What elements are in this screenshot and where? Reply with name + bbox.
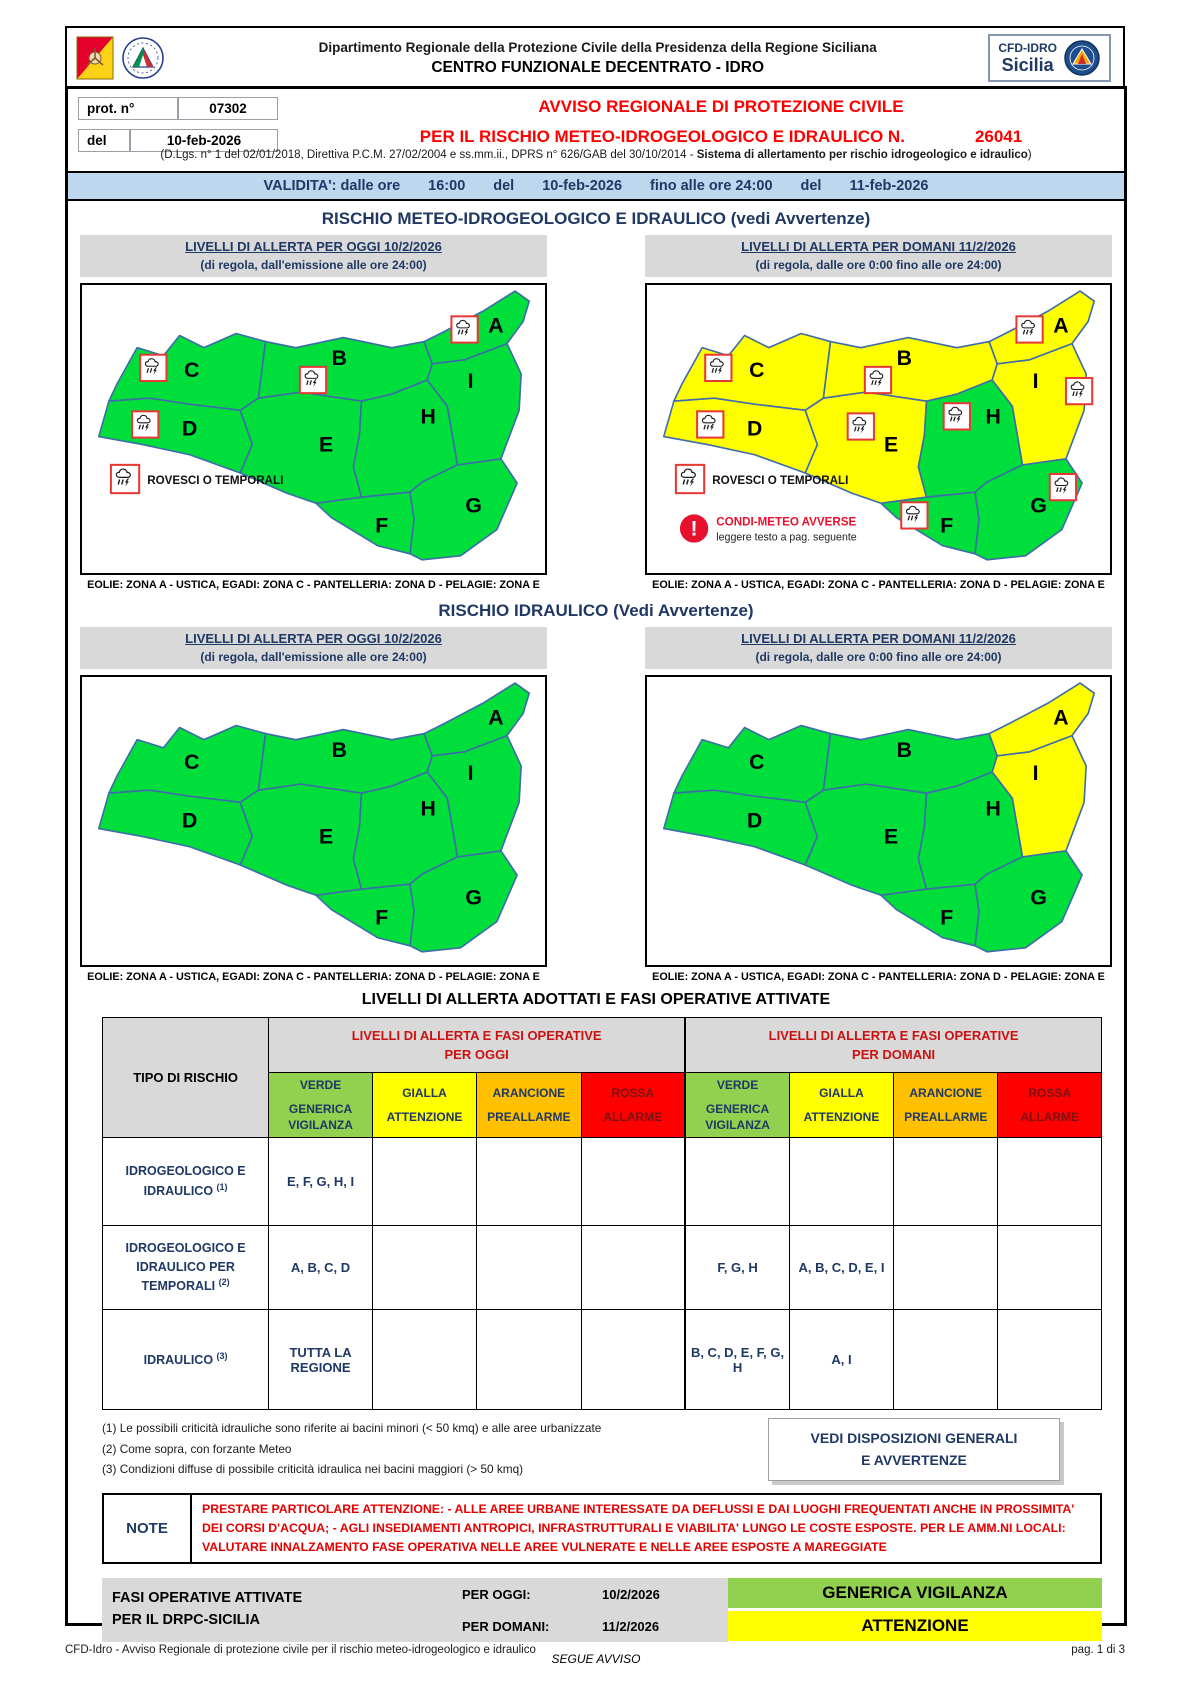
zone-C-label: C — [184, 358, 200, 382]
level-header-verde: VERDE GENERICA VIGILANZA — [269, 1073, 373, 1138]
zone-D-region — [664, 398, 818, 473]
prot-label: prot. n° — [78, 97, 178, 120]
alert-cell-tomorrow-gialla: A, B, C, D, E, I — [789, 1226, 893, 1310]
segue-avviso: SEGUE AVVISO — [551, 1651, 641, 1666]
alert-cell-tomorrow-gialla: A, I — [789, 1310, 893, 1410]
storm-icon — [451, 316, 477, 342]
zone-I-label: I — [467, 762, 474, 786]
validity-segment: 10-feb-2026 — [542, 178, 623, 194]
level-header-arancione: ARANCIONE PREALLARME — [477, 1073, 581, 1138]
alert-cell-today-arancione — [477, 1310, 581, 1410]
footnote: (3) Condizioni diffuse di possibile criticità idraulica nei bacini maggiori (> 50 kmq) — [102, 1462, 524, 1477]
department-line: Dipartimento Regionale della Protezione Civile della Presidenza della Regione Siciliana — [318, 39, 877, 55]
storm-icon — [132, 411, 158, 437]
meteo-today-title: LIVELLI DI ALLERTA PER OGGI 10/2/2026 — [185, 239, 442, 254]
footnotes — [102, 1418, 768, 1480]
zone-B-label: B — [331, 346, 347, 370]
phases-tomorrow-label: PER DOMANI: — [462, 1618, 550, 1634]
zone-D-label: D — [182, 417, 198, 441]
alert-cell-today-gialla — [372, 1310, 476, 1410]
level-header-gialla: GIALLA ATTENZIONE — [789, 1073, 893, 1138]
zone-F-label: F — [375, 906, 389, 930]
alert-cell-today-verde: E, F, G, H, I — [269, 1138, 373, 1226]
phase-today-badge: GENERICA VIGILANZA — [728, 1578, 1102, 1608]
section-title-meteo: RISCHIO METEO-IDROGEOLOGICO E IDRAULICO (vedi Avvertenze) — [321, 209, 871, 228]
zone-G-label: G — [1030, 886, 1047, 910]
idraulico-tomorrow-subtitle: (di regola, dalle ore 0:00 fino alle ore 24:00) — [755, 650, 1002, 664]
idraulico-today-panel — [80, 627, 547, 985]
zone-I-label: I — [467, 370, 474, 394]
storm-icon — [848, 413, 874, 439]
zone-A-label: A — [1053, 314, 1069, 338]
cfd-idro-logo — [988, 34, 1111, 82]
sicily-flag-icon — [77, 37, 113, 79]
validity-segment: 16:00 — [428, 178, 466, 194]
zone-E-label: E — [319, 433, 334, 457]
idraulico-tomorrow-panel — [645, 627, 1112, 985]
phases-today-label: PER OGGI: — [462, 1586, 531, 1602]
risk-row-label: IDROGEOLOGICO E IDRAULICO $^{(1)}$ — [103, 1138, 269, 1226]
cfd-sicilia-label: Sicilia — [1001, 55, 1054, 75]
alert-cell-tomorrow-rossa — [998, 1138, 1102, 1226]
page-footer — [65, 1644, 1125, 1656]
map-idraulico-today — [80, 675, 547, 967]
zone-D-region — [664, 790, 818, 865]
meteo-today-header — [80, 235, 547, 277]
validity-bar — [68, 171, 1124, 201]
validity-segment: del — [800, 178, 822, 194]
footnote: (2) Come sopra, con forzante Meteo — [102, 1441, 292, 1456]
document-title-text: PER IL RISCHIO METEO-IDROGEOLOGICO E IDRAULICO N. — [419, 127, 905, 146]
levels-group-header: LIVELLI DI ALLERTA E FASI OPERATIVE PER OGGI — [269, 1018, 685, 1073]
idraulico-maps-row — [68, 627, 1124, 985]
alert-cell-today-arancione — [477, 1138, 581, 1226]
footnotes-row — [68, 1410, 1124, 1481]
header-titles — [207, 40, 988, 77]
zone-E-label: E — [884, 433, 899, 457]
level-header-arancione: ARANCIONE PREALLARME — [894, 1073, 998, 1138]
phases-tomorrow-date: 11/2/2026 — [602, 1618, 660, 1634]
level-header-rossa: ROSSA ALLARME — [581, 1073, 685, 1138]
zone-A-region — [424, 683, 529, 756]
zone-E-label: E — [884, 825, 899, 849]
zone-D-label: D — [182, 809, 198, 833]
alert-table-today — [102, 1017, 685, 1410]
storm-icon — [865, 367, 891, 393]
alert-cell-tomorrow-arancione — [894, 1226, 998, 1310]
zone-G-label: G — [465, 494, 482, 518]
del-value: 10-feb-2026 — [130, 129, 278, 152]
meteo-tomorrow-title: LIVELLI DI ALLERTA PER DOMANI 11/2/2026 — [741, 239, 1016, 254]
zone-A-label: A — [488, 314, 504, 338]
protezione-civile-logo-icon — [121, 36, 165, 80]
disposizioni-line2: E AVVERTENZE — [861, 1452, 967, 1469]
disposizioni-line1: VEDI DISPOSIZIONI GENERALI — [810, 1430, 1018, 1446]
phases-title-line1: FASI OPERATIVE ATTIVATE — [112, 1589, 303, 1606]
alert-cell-tomorrow-verde: F, G, H — [686, 1226, 790, 1310]
avviso-number: 26041 — [974, 127, 1023, 146]
validity-segment: VALIDITA': dalle ore — [263, 178, 401, 194]
centro-funzionale-line: CENTRO FUNZIONALE DECENTRATO - IDRO — [431, 58, 764, 76]
phase-tomorrow-badge: ATTENZIONE — [728, 1611, 1102, 1641]
sicily-map — [647, 285, 1110, 573]
zone-I-label: I — [1032, 370, 1039, 394]
idraulico-tomorrow-title: LIVELLI DI ALLERTA PER DOMANI 11/2/2026 — [741, 631, 1016, 646]
validity-segment: del — [493, 178, 515, 194]
zone-F-region — [881, 884, 979, 946]
sicily-map — [647, 677, 1110, 965]
idraulico-today-subtitle: (di regola, dall'emissione alle ore 24:00) — [200, 650, 427, 664]
validity-segment: 11-feb-2026 — [849, 178, 929, 194]
meteo-tomorrow-header — [645, 235, 1112, 277]
alert-cell-today-rossa — [581, 1310, 685, 1410]
note-label: NOTE — [104, 1495, 192, 1562]
storm-icon — [1066, 378, 1092, 404]
alert-cell-today-gialla — [372, 1138, 476, 1226]
risk-row-label: IDRAULICO $^{(3)}$ — [103, 1310, 269, 1410]
zone-F-region — [881, 492, 979, 554]
alert-table-title: LIVELLI DI ALLERTA ADOTTATI E FASI OPERATIVE ATTIVATE — [361, 991, 831, 1008]
level-header-verde: VERDE GENERICA VIGILANZA — [686, 1073, 790, 1138]
storm-icon — [944, 403, 970, 429]
section-title-idraulico: RISCHIO IDRAULICO (Vedi Avvertenze) — [438, 601, 754, 620]
alert-cell-tomorrow-arancione — [894, 1310, 998, 1410]
meteo-maps-row — [68, 235, 1124, 593]
map-idraulico-tomorrow — [645, 675, 1112, 967]
zone-A-label: A — [1053, 706, 1069, 730]
validity-segment: fino alle ore 24:00 — [650, 178, 773, 194]
phases-labels-panel — [102, 1578, 728, 1642]
document-title-line1: AVVISO REGIONALE DI PROTEZIONE CIVILE — [538, 97, 904, 116]
zone-F-label: F — [940, 906, 954, 930]
zone-H-label: H — [420, 797, 436, 821]
protocol-section — [68, 89, 1124, 171]
footnote: (1) Le possibili criticità idrauliche sono riferite ai bacini minori (< 50 kmq) e alle aree urbanizzate — [102, 1421, 602, 1435]
note-text: PRESTARE PARTICOLARE ATTENZIONE: - ALLE AREE URBANE INTERESSATE DA DEFLUSSI E DAI LUOGHI FREQUENTATI ANCHE IN PROSSIMITA' DEI CORSI D'ACQUA; - AGLI INSEDIAMENTI ANTROPICI, INFRASTRUTTURALI E VIABILITA' LUNGO LE COSTE ESPOSTE. PER LE AMM.NI LOCALI: VALUTARE INNALZAMENTO FASE OPERATIVA NELLE AREE VULNERATE E NELLE AREE ESPOSTE A MAREGGIATE — [202, 1501, 1075, 1554]
zone-C-label: C — [184, 750, 200, 774]
zone-F-label: F — [375, 514, 389, 538]
zone-F-region — [316, 492, 414, 554]
zone-H-label: H — [985, 405, 1001, 429]
left-logos — [67, 36, 207, 80]
meteo-today-panel — [80, 235, 547, 593]
cfd-idro-label: CFD-IDRO — [998, 41, 1057, 55]
cfd-idro-circle-icon — [1063, 39, 1101, 77]
alert-table-tomorrow — [685, 1017, 1102, 1410]
idraulico-today-header — [80, 627, 547, 669]
islands-caption: EOLIE: ZONA A - USTICA, EGADI: ZONA C - PANTELLERIA: ZONA D - PELAGIE: ZONA E — [87, 971, 540, 983]
zone-F-label: F — [940, 514, 954, 538]
zone-A-region — [989, 683, 1094, 756]
alert-cell-today-gialla — [372, 1226, 476, 1310]
storm-legend-label: ROVESCI O TEMPORALI — [147, 474, 284, 488]
zone-E-label: E — [319, 825, 334, 849]
map-meteo-today — [80, 283, 547, 575]
zone-E-region — [240, 784, 361, 895]
zone-B-label: B — [331, 738, 347, 762]
condimeteo-warning — [680, 514, 857, 543]
alert-cell-tomorrow-rossa — [998, 1310, 1102, 1410]
zone-G-label: G — [1030, 494, 1047, 518]
svg-text:!: ! — [690, 517, 698, 541]
zone-A-label: A — [488, 706, 504, 730]
alert-table-tomorrow-container — [685, 1017, 1102, 1410]
zone-C-label: C — [749, 750, 765, 774]
meteo-tomorrow-subtitle: (di regola, dalle ore 0:00 fino alle ore 24:00) — [755, 258, 1002, 272]
zone-H-label: H — [420, 405, 436, 429]
zone-D-label: D — [747, 417, 763, 441]
condimeteo-subtitle: leggere testo a pag. seguente — [716, 531, 857, 544]
map-meteo-tomorrow — [645, 283, 1112, 575]
zone-D-region — [99, 790, 253, 865]
storm-icon — [705, 355, 731, 381]
alert-cell-today-arancione — [477, 1226, 581, 1310]
zone-E-region — [805, 784, 926, 895]
del-label: del — [78, 129, 130, 152]
operational-phases — [102, 1578, 1102, 1642]
zone-B-label: B — [896, 346, 912, 370]
islands-caption: EOLIE: ZONA A - USTICA, EGADI: ZONA C - PANTELLERIA: ZONA D - PELAGIE: ZONA E — [87, 579, 540, 591]
law-reference-line: (D.Lgs. n° 1 del 02/01/2018, Direttiva P.C.M. 27/02/2004 e ss.mm.ii., DPRS n° 626/GAB del 30/10/2014 - Sistema di allertamento per rischio idrogeologico e idraulico) — [160, 149, 1032, 161]
document-title-line2 — [328, 127, 1114, 147]
zone-G-label: G — [465, 886, 482, 910]
zone-H-label: H — [985, 797, 1001, 821]
phases-title-line2: PER IL DRPC-SICILIA — [112, 1611, 260, 1628]
page-number: pag. 1 di 3 — [1071, 1644, 1125, 1656]
alert-cell-tomorrow-gialla — [789, 1138, 893, 1226]
sicily-map — [82, 677, 545, 965]
islands-caption: EOLIE: ZONA A - USTICA, EGADI: ZONA C - PANTELLERIA: ZONA D - PELAGIE: ZONA E — [652, 579, 1105, 591]
risk-row-label: IDROGEOLOGICO E IDRAULICO PER TEMPORALI $^{(2)}$ — [103, 1226, 269, 1310]
alert-table-today-container — [102, 1017, 685, 1410]
alert-cell-today-verde: TUTTA LA REGIONE — [269, 1310, 373, 1410]
alert-tables-row — [68, 1017, 1124, 1410]
levels-group-header: LIVELLI DI ALLERTA E FASI OPERATIVE PER DOMANI — [686, 1018, 1102, 1073]
phase-status-stack — [728, 1578, 1102, 1642]
meteo-tomorrow-panel — [645, 235, 1112, 593]
idraulico-tomorrow-header — [645, 627, 1112, 669]
zone-B-label: B — [896, 738, 912, 762]
note-box — [102, 1493, 1102, 1564]
footer-left-text: CFD-Idro - Avviso Regionale di protezione civile per il rischio meteo-idrogeologico e idraulico — [65, 1644, 536, 1656]
risk-column-header: TIPO DI RISCHIO — [103, 1018, 269, 1138]
alert-cell-tomorrow-verde — [686, 1138, 790, 1226]
storm-icon — [1016, 316, 1042, 342]
storm-icon — [697, 411, 723, 437]
meteo-today-subtitle: (di regola, dall'emissione alle ore 24:00) — [200, 258, 427, 272]
storm-icon — [140, 355, 166, 381]
disposizioni-box — [768, 1418, 1060, 1481]
storm-icon — [1050, 474, 1076, 500]
phases-today-date: 10/2/2026 — [602, 1586, 660, 1602]
alert-cell-today-verde: A, B, C, D — [269, 1226, 373, 1310]
alert-cell-tomorrow-verde: B, C, D, E, F, G, H — [686, 1310, 790, 1410]
document-header — [65, 26, 1125, 90]
sicily-map — [82, 285, 545, 573]
prot-value: 07302 — [178, 97, 278, 120]
zone-D-region — [99, 398, 253, 473]
alert-cell-tomorrow-arancione — [894, 1138, 998, 1226]
alert-cell-today-rossa — [581, 1226, 685, 1310]
alert-cell-tomorrow-rossa — [998, 1226, 1102, 1310]
islands-caption: EOLIE: ZONA A - USTICA, EGADI: ZONA C - PANTELLERIA: ZONA D - PELAGIE: ZONA E — [652, 971, 1105, 983]
storm-icon — [300, 367, 326, 393]
zone-D-label: D — [747, 809, 763, 833]
zone-F-region — [316, 884, 414, 946]
zone-I-label: I — [1032, 762, 1039, 786]
alert-cell-today-rossa — [581, 1138, 685, 1226]
condimeteo-title: CONDI-METEO AVVERSE — [716, 515, 857, 529]
idraulico-today-title: LIVELLI DI ALLERTA PER OGGI 10/2/2026 — [185, 631, 442, 646]
zone-C-label: C — [749, 358, 765, 382]
level-header-gialla: GIALLA ATTENZIONE — [372, 1073, 476, 1138]
level-header-rossa: ROSSA ALLARME — [998, 1073, 1102, 1138]
storm-icon — [901, 502, 927, 528]
storm-legend-label: ROVESCI O TEMPORALI — [712, 474, 849, 488]
